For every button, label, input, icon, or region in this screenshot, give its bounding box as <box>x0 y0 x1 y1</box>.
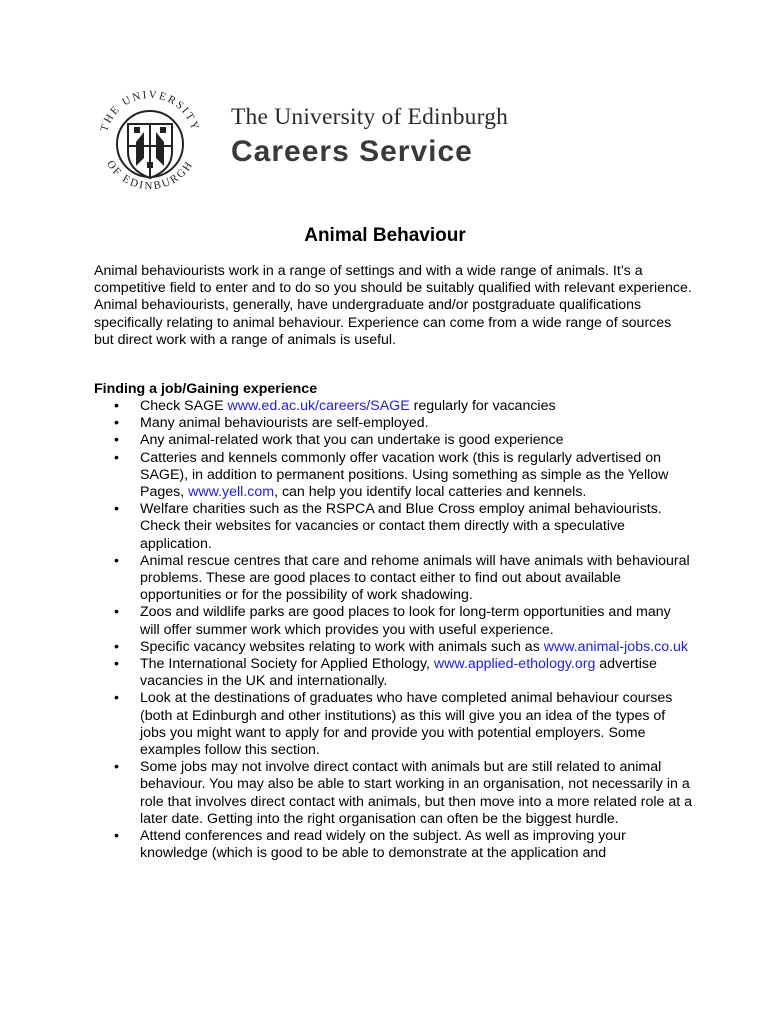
university-name: The University of Edinburgh <box>231 104 509 130</box>
item-text: Welfare charities such as the RSPCA and Blue Cross employ animal behaviourists. Check their websites for vacancies or contact them directly with a speculative application. <box>140 501 662 552</box>
bullet-icon: • <box>114 690 119 707</box>
item-text: Look at the destinations of graduates who have completed animal behaviour courses (both at Edinburgh and other institutions) as this will give you an idea of the types of jobs you might want to apply for and provide you with potential employers. Some examples follow this section. <box>140 690 673 759</box>
item-text: Any animal-related work that you can undertake is good experience <box>140 432 564 449</box>
item-text: Attend conferences and read widely on the subject. As well as improving your knowledge (which is good to be able to demonstrate at the application and <box>140 828 626 862</box>
university-seal-icon <box>88 80 213 205</box>
brand-block <box>231 104 508 169</box>
bullet-icon: • <box>114 828 119 845</box>
item-text: The International Society for Applied Ethology, <box>140 656 434 673</box>
item-text: Catteries and kennels commonly offer vacation work (this is regularly advertised on SAGE), in addition to permanent positions. Using something as simple as the Yellow Pages, <box>140 449 669 501</box>
item-text: Some jobs may not involve direct contact with animals but are still related to animal behaviour. You may also be able to start working in an organisation, not necessarily in a role that involves direct contact with animals, but then move into a more related role at a later date. Getting into the right organisation can often be the biggest hurdle. <box>140 759 693 827</box>
bullet-icon: • <box>114 638 119 655</box>
item-text: Zoos and wildlife parks are good places to look for long-term opportunities and many will offer summer work which provides you with useful experience. <box>140 604 671 638</box>
yell-link[interactable]: www.yell.com <box>188 484 275 501</box>
svg-text:THE UNIVERSITY: THE UNIVERSITY <box>98 88 202 134</box>
item-text: Specific vacancy websites relating to work with animals such as <box>140 638 544 655</box>
item-text: regularly for vacancies <box>409 398 556 414</box>
item-text: Check SAGE <box>140 398 228 414</box>
bullet-list <box>94 398 694 862</box>
intro-text: Animal behaviourists work in a range of settings and with a wide range of animals. It’s a competitive field to enter and to do so you should be suitably qualified with relevant experience. Animal behaviourists, generally, have undergraduate and/or postgraduate qualifications specifically relating to animal behaviour. Experience can come from a wide range of sources but direct work with a range of animals is useful. <box>94 263 692 348</box>
bullet-icon: • <box>114 552 119 569</box>
list-item <box>94 415 694 432</box>
list-item <box>94 639 694 656</box>
list-item <box>94 656 694 690</box>
item-text: advertise vacancies in the UK and internationally. <box>140 656 657 690</box>
section-heading: Finding a job/Gaining experience <box>94 381 318 397</box>
bullet-icon: • <box>114 501 119 518</box>
bullet-icon: • <box>114 604 119 621</box>
svg-text:OF EDINBURGH: OF EDINBURGH <box>104 158 196 193</box>
bullet-icon: • <box>114 656 119 673</box>
sage-link[interactable]: www.ed.ac.uk/careers/SAGE <box>227 398 410 414</box>
bullet-icon: • <box>114 398 119 414</box>
list-item <box>94 690 694 759</box>
list-item <box>94 759 694 828</box>
list-item <box>94 828 694 862</box>
applied-ethology-link[interactable]: www.applied-ethology.org <box>433 656 596 673</box>
list-item <box>94 501 694 553</box>
page-header <box>88 80 548 205</box>
bullet-icon: • <box>114 415 119 432</box>
list-item <box>94 432 694 449</box>
service-name: Careers Service <box>231 135 473 168</box>
intro-paragraph <box>94 263 694 349</box>
bullet-icon: • <box>114 449 119 466</box>
item-text: , can help you identify local catteries and kennels. <box>274 484 587 501</box>
list-item <box>94 398 694 415</box>
animal-jobs-link[interactable]: www.animal-jobs.co.uk <box>543 638 689 655</box>
item-text: Animal rescue centres that care and rehome animals will have animals with behavioural problems. These are good places to contact either to find out about available opportunities or for the possibility of work shadowing. <box>140 552 690 604</box>
item-text: Many animal behaviourists are self-employed. <box>140 415 429 432</box>
list-item <box>94 553 694 605</box>
list-item <box>94 604 694 638</box>
page-title: Animal Behaviour <box>304 225 466 246</box>
list-item <box>94 450 694 502</box>
bullet-icon: • <box>114 432 119 449</box>
bullet-icon: • <box>114 759 119 776</box>
